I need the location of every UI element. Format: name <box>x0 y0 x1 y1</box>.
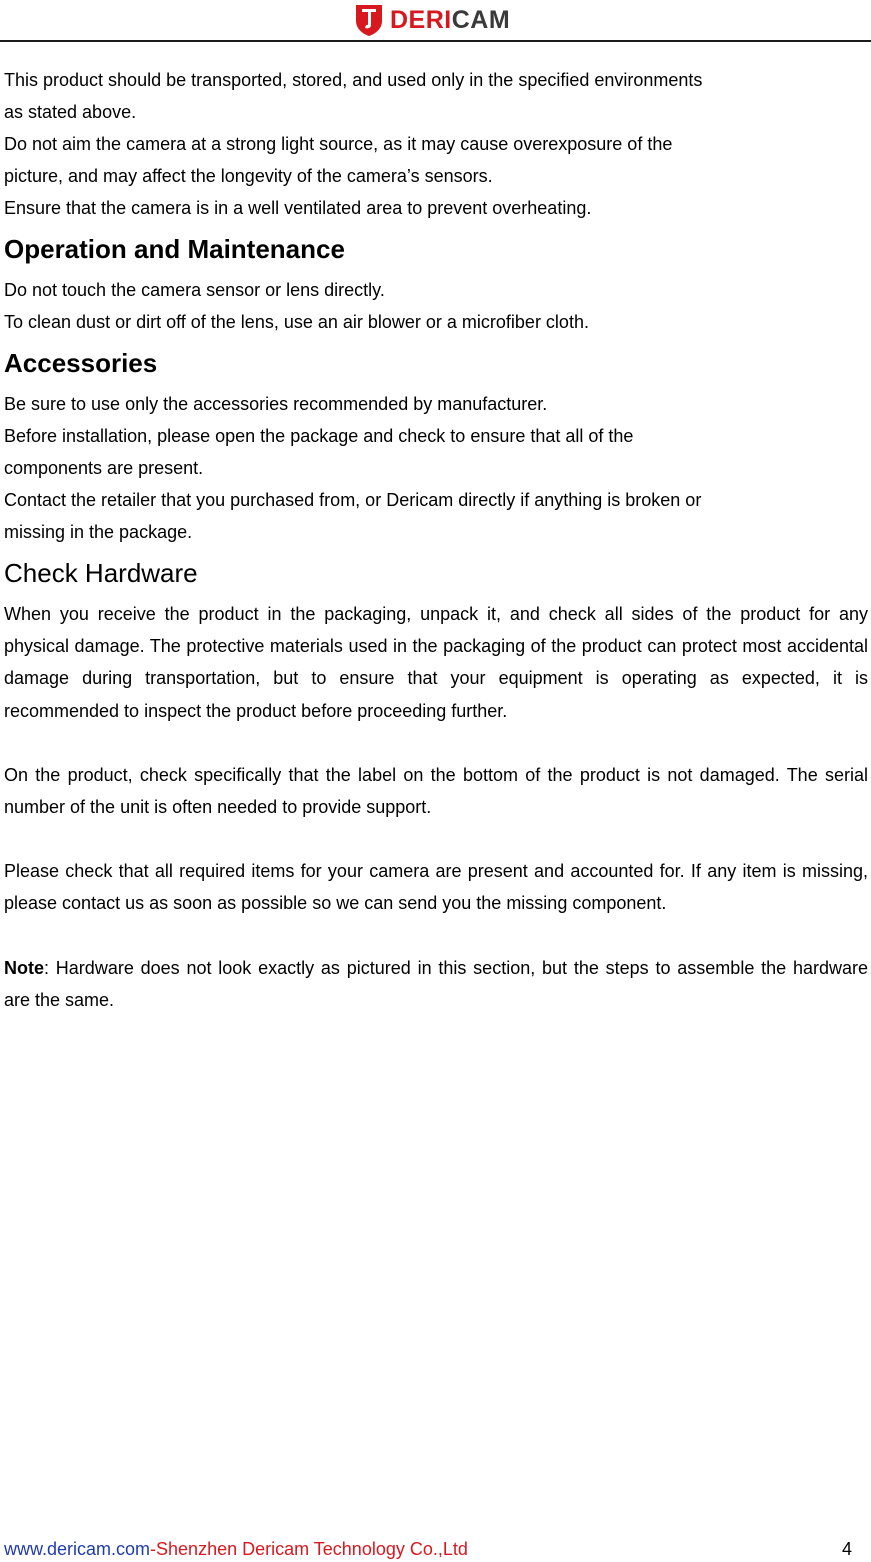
accessories-line: Be sure to use only the accessories recommended by manufacturer. <box>4 394 548 414</box>
operation-line: To clean dust or dirt off of the lens, use an air blower or a microfiber cloth. <box>4 312 589 332</box>
page-header <box>0 0 871 42</box>
page-number: 4 <box>841 1539 852 1559</box>
intro-line: as stated above. <box>4 102 137 122</box>
note-label: Note <box>4 957 44 978</box>
check-hardware-paragraph-2: On the product, check specifically that the label on the bottom of the product is not damaged. The serial number of the unit is often needed to provide support. <box>4 764 868 818</box>
dericam-shield-icon <box>354 3 384 37</box>
intro-line: picture, and may affect the longevity of the camera’s sensors. <box>4 166 493 186</box>
operation-heading: Operation and Maintenance <box>4 234 345 264</box>
header-divider <box>0 40 871 42</box>
note-text: : Hardware does not look exactly as pictured in this section, but the steps to assemble the hardware are the same. <box>4 957 868 1010</box>
intro-line: This product should be transported, stored, and used only in the specified environments <box>4 70 703 90</box>
accessories-heading: Accessories <box>4 348 158 378</box>
page-footer <box>4 1538 864 1560</box>
intro-line: Do not aim the camera at a strong light source, as it may cause overexposure of the <box>4 134 673 154</box>
operation-line: Do not touch the camera sensor or lens directly. <box>4 280 385 300</box>
accessories-line: components are present. <box>4 458 204 478</box>
accessories-line: missing in the package. <box>4 522 193 542</box>
dericam-logo <box>354 3 510 37</box>
page-content <box>4 64 868 1016</box>
check-hardware-paragraph-3: Please check that all required items for your camera are present and accounted for. If any item is missing, please contact us as soon as possible so we can send you the missing component. <box>4 861 868 914</box>
footer-company-name: -Shenzhen Dericam Technology Co.,Ltd <box>150 1539 468 1559</box>
accessories-line: Before installation, please open the package and check to ensure that all of the <box>4 426 634 446</box>
check-hardware-heading: Check Hardware <box>4 558 198 588</box>
intro-line: Ensure that the camera is in a well ventilated area to prevent overheating. <box>4 198 592 218</box>
note-paragraph <box>4 952 868 1016</box>
footer-url-link[interactable]: www.dericam.com <box>4 1539 151 1559</box>
check-hardware-paragraph-1: When you receive the product in the packaging, unpack it, and check all sides of the product for any physical damage. The protective materials used in the packaging of the product can protect most accidental damage during transportation, but to ensure that your equipment is operating as expected, it is recommended to inspect the product before proceeding further. <box>4 604 868 721</box>
logo-wordmark: DERICAM <box>390 5 511 34</box>
accessories-line: Contact the retailer that you purchased from, or Dericam directly if anything is broken or <box>4 490 702 510</box>
